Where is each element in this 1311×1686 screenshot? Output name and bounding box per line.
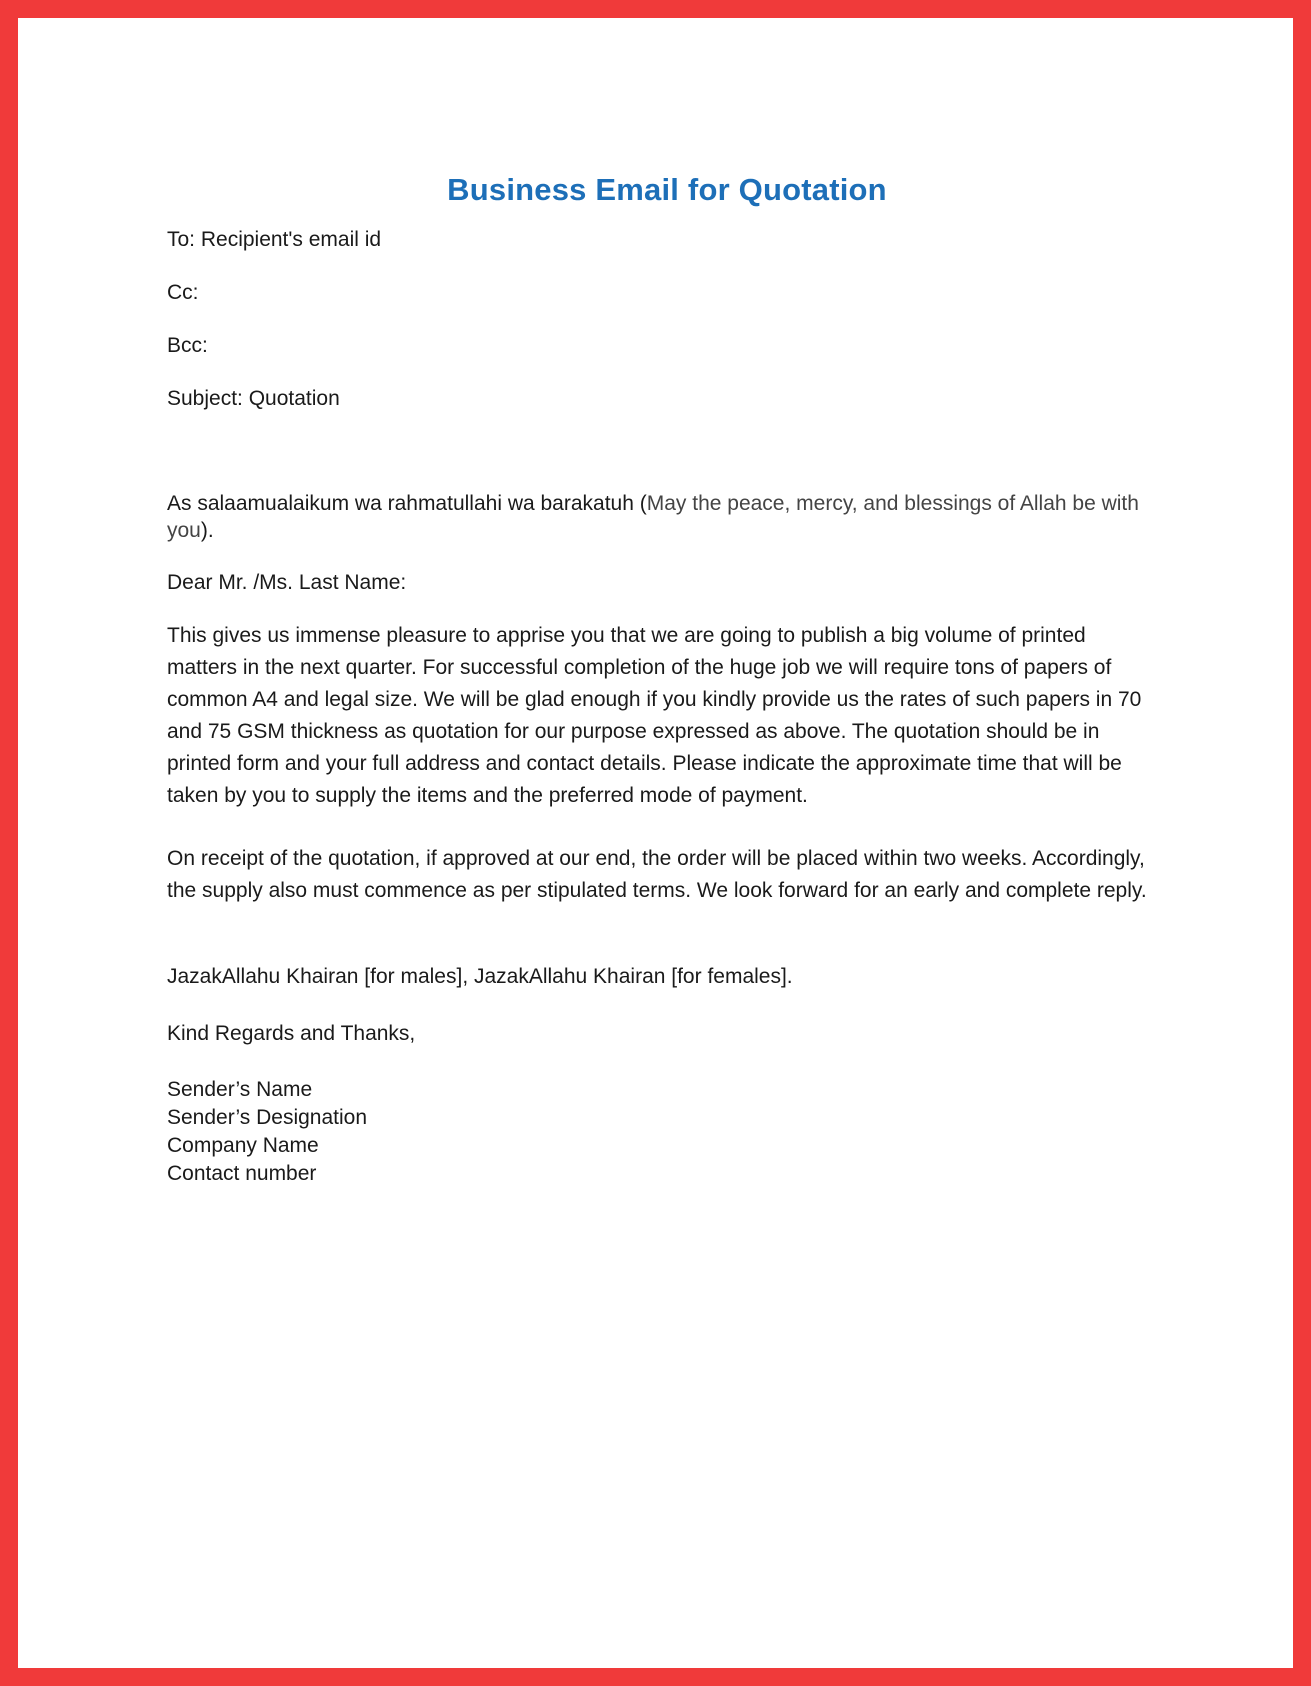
contact-number: Contact number [167,1162,317,1185]
company-name: Company Name [167,1134,319,1157]
cc-field: Cc: [167,281,199,304]
page-title: Business Email for Quotation [447,172,887,207]
salutation: Dear Mr. /Ms. Last Name: [167,571,407,594]
greeting [167,490,1157,544]
sender-name: Sender’s Name [167,1078,313,1101]
thanks-line: JazakAllahu Khairan [for males], JazakAllahu Khairan [for females]. [167,965,793,988]
to-field: To: Recipient's email id [167,228,382,251]
closing: Kind Regards and Thanks, [167,1022,416,1045]
body-paragraph-1: This gives us immense pleasure to apprise you that we are going to publish a big volume of printed matters in the next quarter. For successful completion of the huge job we will require tons of papers of common A4 and legal size. We will be glad enough if you kindly provide us the rates of such papers in 70 and 75 GSM thickness as quotation for our purpose expressed as above. The quotation should be in printed form and your full address and contact details. Please indicate the approximate time that will be taken by you to supply the items and the preferred mode of payment. [167,624,1142,807]
body-paragraph-2: On receipt of the quotation, if approved at our end, the order will be placed within two weeks. Accordingly, the supply also must commence as per stipulated terms. We look forward for an early and complete reply. [167,847,1147,902]
subject-field: Subject: Quotation [167,387,340,410]
bcc-field: Bcc: [167,334,208,357]
greeting-end: ). [200,519,214,542]
greeting-arabic: As salaamualaikum wa rahmatullahi wa barakatuh ( [167,492,647,515]
sender-designation: Sender’s Designation [167,1106,368,1129]
greeting-translation: May the peace, mercy, and blessings of Allah be with you [167,492,1139,542]
signature-block [167,1076,1157,1188]
